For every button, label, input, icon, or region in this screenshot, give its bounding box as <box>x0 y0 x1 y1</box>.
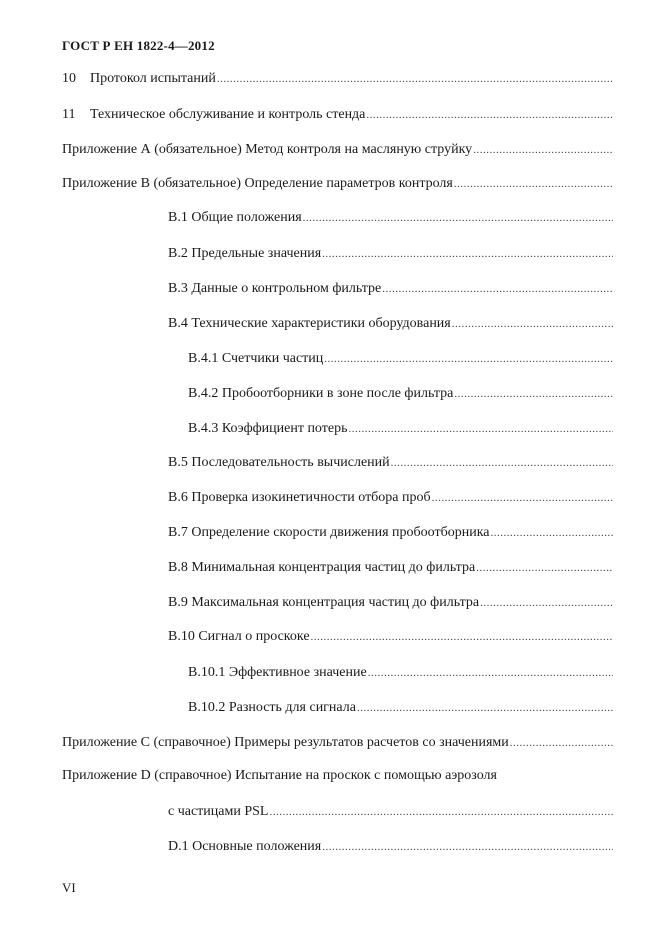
toc-leader <box>366 106 613 124</box>
toc-leader <box>382 280 613 298</box>
toc-leader <box>303 209 613 227</box>
toc-leader <box>432 489 613 507</box>
toc-title: с частицами PSL <box>168 804 269 819</box>
toc-leader <box>491 524 614 542</box>
toc-title: В.1 Общие положения <box>168 210 302 225</box>
toc-leader <box>269 803 613 821</box>
toc-leader <box>480 594 613 612</box>
toc-entry[interactable] <box>168 594 613 612</box>
toc-number: 11 <box>62 107 76 122</box>
toc-entry[interactable] <box>168 524 613 542</box>
toc-entry[interactable] <box>188 699 613 717</box>
toc-title: Приложение В (обязательное) Определение параметров контроля <box>62 176 453 191</box>
toc-leader <box>322 838 613 856</box>
toc-title: D.1 Основные положения <box>168 839 322 854</box>
toc-leader <box>348 420 613 438</box>
toc-title: В.4.3 Коэффициент потерь <box>188 421 348 436</box>
toc-title: Протокол испытаний <box>90 71 216 86</box>
toc-entry[interactable] <box>62 175 613 193</box>
toc-entry[interactable] <box>168 315 613 333</box>
toc-title: В.6 Проверка изокинетичности отбора проб <box>168 490 431 505</box>
toc-entry[interactable] <box>188 350 613 368</box>
toc-title: Приложение С (справочное) Примеры результатов расчетов со значениями <box>62 735 509 750</box>
toc-title: В.5 Последовательность вычислений <box>168 455 390 470</box>
toc-leader <box>324 350 613 368</box>
toc-leader <box>452 315 613 333</box>
toc-entry[interactable] <box>188 385 613 403</box>
toc-entry[interactable] <box>168 489 613 507</box>
toc-entry[interactable] <box>168 454 613 472</box>
toc-leader <box>476 559 613 577</box>
toc-entry[interactable] <box>168 838 613 856</box>
toc-leader <box>391 454 613 472</box>
toc-entry[interactable] <box>62 141 613 159</box>
toc-entry[interactable] <box>168 803 613 821</box>
toc-title: В.4.2 Пробоотборники в зоне после фильтра <box>188 386 454 401</box>
toc-leader <box>454 175 613 193</box>
toc-entry[interactable] <box>168 559 613 577</box>
toc-leader <box>311 628 613 646</box>
toc-entry[interactable] <box>168 280 613 298</box>
toc-leader <box>217 70 613 88</box>
toc-leader <box>322 245 613 263</box>
toc-title: В.10.1 Эффективное значение <box>188 665 367 680</box>
toc-entry[interactable] <box>62 106 613 124</box>
toc-entry[interactable] <box>188 664 613 682</box>
toc-entry[interactable] <box>62 70 613 88</box>
toc-leader <box>368 664 613 682</box>
toc-title: В.3 Данные о контрольном фильтре <box>168 281 382 296</box>
toc-entry[interactable] <box>168 628 613 646</box>
standard-header: ГОСТ Р ЕН 1822-4—2012 <box>62 38 215 53</box>
toc-title: В.10 Сигнал о проскоке <box>168 629 310 644</box>
toc-title: Приложение А (обязательное) Метод контроля на масляную струйку <box>62 142 473 157</box>
toc-entry-title-line[interactable]: Приложение D (справочное) Испытание на проскок с помощью аэрозоля <box>62 768 497 783</box>
toc-entry[interactable] <box>188 420 613 438</box>
toc-number: 10 <box>62 71 76 86</box>
toc-title: В.4.1 Счетчики частиц <box>188 351 324 366</box>
toc-title: В.7 Определение скорости движения пробоотборника <box>168 525 490 540</box>
toc-title: В.9 Максимальная концентрация частиц до фильтра <box>168 595 480 610</box>
toc-title: Техническое обслуживание и контроль стенда <box>90 107 366 122</box>
toc-entry[interactable] <box>168 245 613 263</box>
toc-leader <box>510 734 613 752</box>
toc-leader <box>473 141 613 159</box>
toc-title: В.8 Минимальная концентрация частиц до фильтра <box>168 560 476 575</box>
toc-entry[interactable] <box>168 209 613 227</box>
toc-leader <box>357 699 613 717</box>
toc-title: В.2 Предельные значения <box>168 246 322 261</box>
toc-title: В.10.2 Разность для сигнала <box>188 700 356 715</box>
toc-leader <box>454 385 613 403</box>
toc-entry[interactable] <box>62 734 613 752</box>
page-number: VI <box>62 880 76 895</box>
toc-title: В.4 Технические характеристики оборудования <box>168 316 451 331</box>
